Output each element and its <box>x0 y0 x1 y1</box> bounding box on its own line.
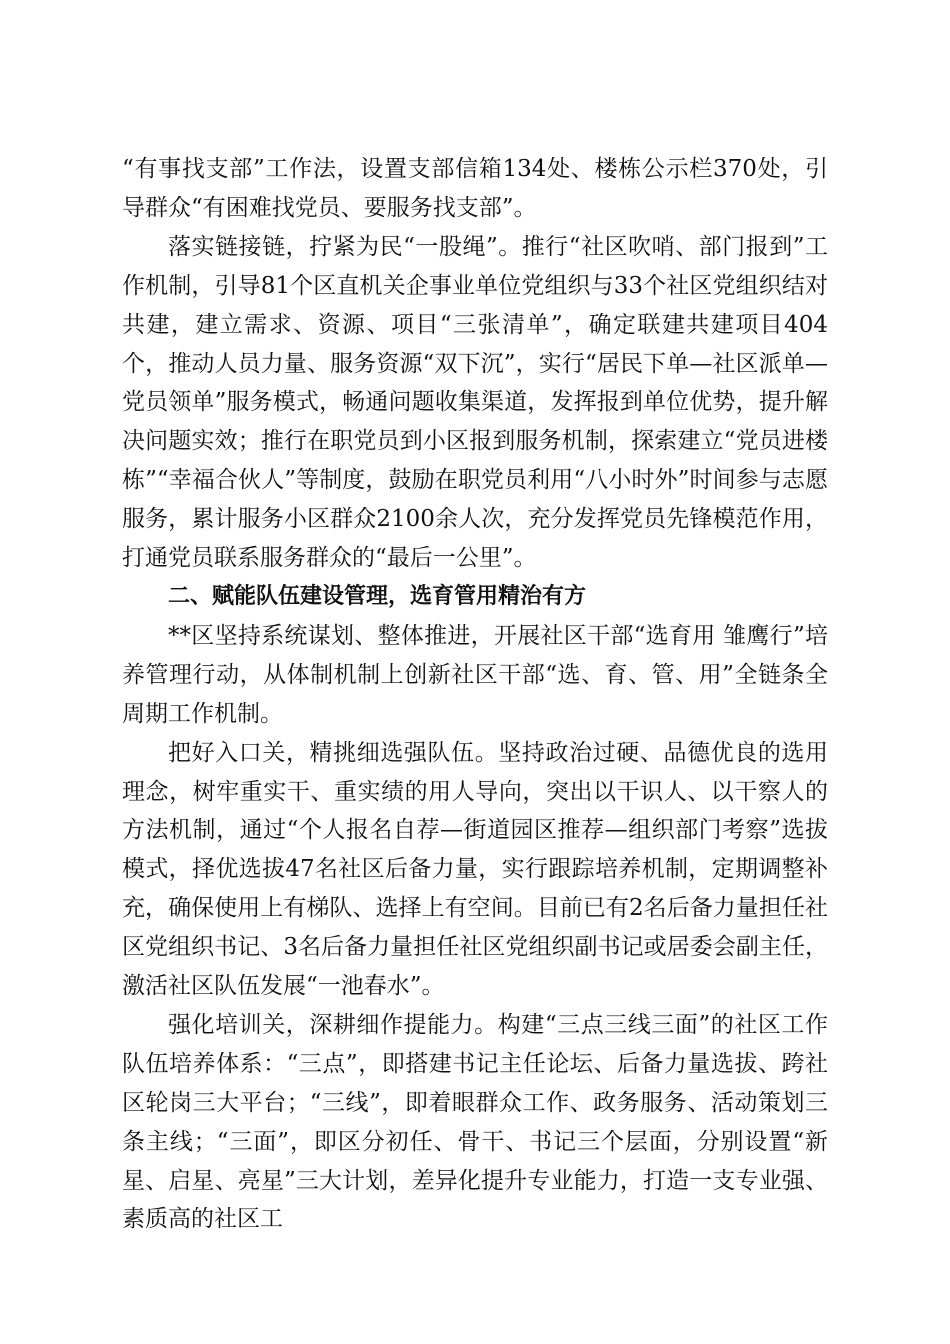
paragraph-section-intro: **区坚持系统谋划、整体推进，开展社区干部“选育用 雏鹰行”培养管理行动，从体制机制上创新社区干部“选、育、管、用”全链条全周期工作机制。 <box>122 622 828 727</box>
paragraph-continuation: “有事找支部”工作法，设置支部信箱134处、楼栋公示栏370处，引导群众“有困难找党员、要服务找支部”。 <box>122 156 828 221</box>
document-body <box>122 150 828 1239</box>
paragraph-link-chain: 落实链接链，拧紧为民“一股绳”。推行“社区吹哨、部门报到”工作机制，引导81个区直机关企事业单位党组织与33个社区党组织结对共建，建立需求、资源、项目“三张清单”，确定联建共建项目404个，推动人员力量、服务资源“双下沉”，实行“居民下单—社区派单—党员领单”服务模式，畅通问题收集渠道，发挥报到单位优势，提升解决问题实效；推行在职党员到小区报到服务机制，探索建立“党员进楼栋”“幸福合伙人”等制度，鼓励在职党员利用“八小时外”时间参与志愿服务，累计服务小区群众2100余人次，充分发挥党员先锋模范作用，打通党员联系服务群众的“最后一公里”。 <box>122 233 828 572</box>
paragraph-training: 强化培训关，深耕细作提能力。构建“三点三线三面”的社区工作队伍培养体系：“三点”，即搭建书记主任论坛、后备力量选拔、跨社区轮岗三大平台；“三线”，即着眼群众工作、政务服务、活动策划三条主线；“三面”，即区分初任、骨干、书记三个层面，分别设置“新星、启星、亮星”三大计划，差异化提升专业能力，打造一支专业强、素质高的社区工 <box>122 1011 828 1233</box>
section-heading: 二、赋能队伍建设管理，选育管用精治有方 <box>168 583 587 609</box>
paragraph-entry-selection: 把好入口关，精挑细选强队伍。坚持政治过硬、品德优良的选用理念，树牢重实干、重实绩的用人导向，突出以干识人、以干察人的方法机制，通过“个人报名自荐—街道园区推荐—组织部门考察”选拔模式，择优选拔47名社区后备力量，实行跟踪培养机制，定期调整补充，确保使用上有梯队、选择上有空间。目前已有2名后备力量担任社区党组织书记、3名后备力量担任社区党组织副书记或居委会副主任，激活社区队伍发展“一池春水”。 <box>122 739 828 1000</box>
